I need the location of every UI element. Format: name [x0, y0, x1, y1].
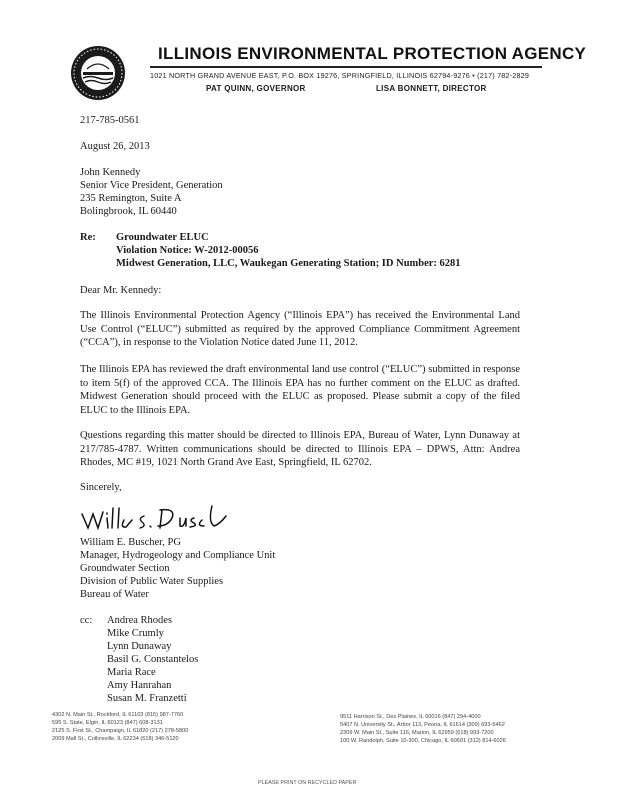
re-subject-line2: Violation Notice: W-2012-00056 — [116, 245, 259, 256]
governor-name: PAT QUINN, GOVERNOR — [206, 84, 306, 93]
director-name: LISA BONNETT, DIRECTOR — [376, 84, 487, 93]
letterhead-rule — [150, 66, 542, 68]
handwritten-signature — [80, 502, 230, 534]
footer-office-address: 2125 S. First St., Champaign, IL 61820 (217) 278-5800 — [52, 728, 189, 734]
letter-date: August 26, 2013 — [80, 141, 150, 152]
re-label: Re: — [80, 232, 96, 243]
footer-office-address: 100 W. Randolph, Suite 10-300, Chicago, IL 60601 (312) 814-6026 — [340, 738, 506, 744]
salutation: Dear Mr. Kennedy: — [80, 285, 162, 296]
agency-address: 1021 NORTH GRAND AVENUE EAST, P.O. BOX 19276, SPRINGFIELD, ILLINOIS 62794-9276 • (217) 782-2829 — [150, 71, 530, 80]
cc-name: Basil G. Constantelos — [107, 654, 199, 665]
signer-name: William E. Buscher, PG — [80, 537, 181, 548]
recipient-title: Senior Vice President, Generation — [80, 180, 223, 191]
footer-office-address: 4302 N. Main St., Rockford, IL 61103 (815) 987-7760 — [52, 712, 184, 718]
recycled-paper-note: PLEASE PRINT ON RECYCLED PAPER — [258, 780, 357, 786]
recipient-street: 235 Remington, Suite A — [80, 193, 182, 204]
cc-name: Amy Hanrahan — [107, 680, 172, 691]
phone-number: 217-785-0561 — [80, 115, 140, 126]
footer-office-address: 2009 Mall St., Collinsville, IL 62234 (618) 346-5120 — [52, 736, 179, 742]
body-paragraph-2: The Illinois EPA has reviewed the draft environmental land use control (“ELUC”) submitted in response to item 5(f) of the approved CCA. The Illinois EPA has no further comment on the ELUC as drafted. Midwest Generation should proceed with the ELUC as proposed. Please submit a copy of the filed ELUC to the Illinois EPA. — [80, 364, 520, 416]
agency-seal-logo — [70, 45, 126, 101]
cc-name: Andrea Rhodes — [107, 615, 173, 626]
footer-office-address: 2309 W. Main St., Suite 116, Marion, IL 62959 (618) 993-7200 — [340, 730, 494, 736]
signer-title: Manager, Hydrogeology and Compliance Unit — [80, 550, 276, 561]
recipient-city: Bolingbrook, IL 60440 — [80, 206, 177, 217]
cc-label: cc: — [80, 615, 93, 626]
signer-bureau: Bureau of Water — [80, 589, 149, 600]
footer-office-address: 5407 N. University St., Arbor 113, Peoria, IL 61614 (309) 693-5462 — [340, 722, 505, 728]
body-paragraph-1: The Illinois Environmental Protection Agency (“Illinois EPA”) has received the Environmental Land Use Control (“ELUC”) submitted as required by the approved Compliance Commitment Agreement (“CCA”), in response to the Violation Notice dated June 11, 2012. — [80, 310, 520, 349]
recipient-name: John Kennedy — [80, 167, 141, 178]
re-subject-line1: Groundwater ELUC — [116, 232, 209, 243]
closing: Sincerely, — [80, 482, 122, 493]
footer-office-address: 595 S. State, Elgin, IL 60123 (847) 608-3131 — [52, 720, 163, 726]
footer-office-address: 9511 Harrison St., Des Plaines, IL 60016 (847) 294-4000 — [340, 714, 481, 720]
re-subject-line3: Midwest Generation, LLC, Waukegan Generating Station; ID Number: 6281 — [116, 258, 461, 269]
signer-section: Groundwater Section — [80, 563, 170, 574]
signer-division: Division of Public Water Supplies — [80, 576, 224, 587]
body-paragraph-3: Questions regarding this matter should be directed to Illinois EPA, Bureau of Water, Lynn Dunaway at 217/785-4787. Written communications should be directed to Illinois EPA – DPWS, Attn: Andrea Rhodes, MC #19, 1021 North Grand Ave East, Springfield, IL 62702. — [80, 430, 520, 469]
agency-name: ILLINOIS ENVIRONMENTAL PROTECTION AGENCY — [158, 44, 587, 63]
cc-name: Susan M. Franzetti — [107, 693, 187, 704]
cc-name: Maria Race — [107, 667, 156, 678]
cc-name: Mike Crumly — [107, 628, 164, 639]
cc-name: Lynn Dunaway — [107, 641, 172, 652]
